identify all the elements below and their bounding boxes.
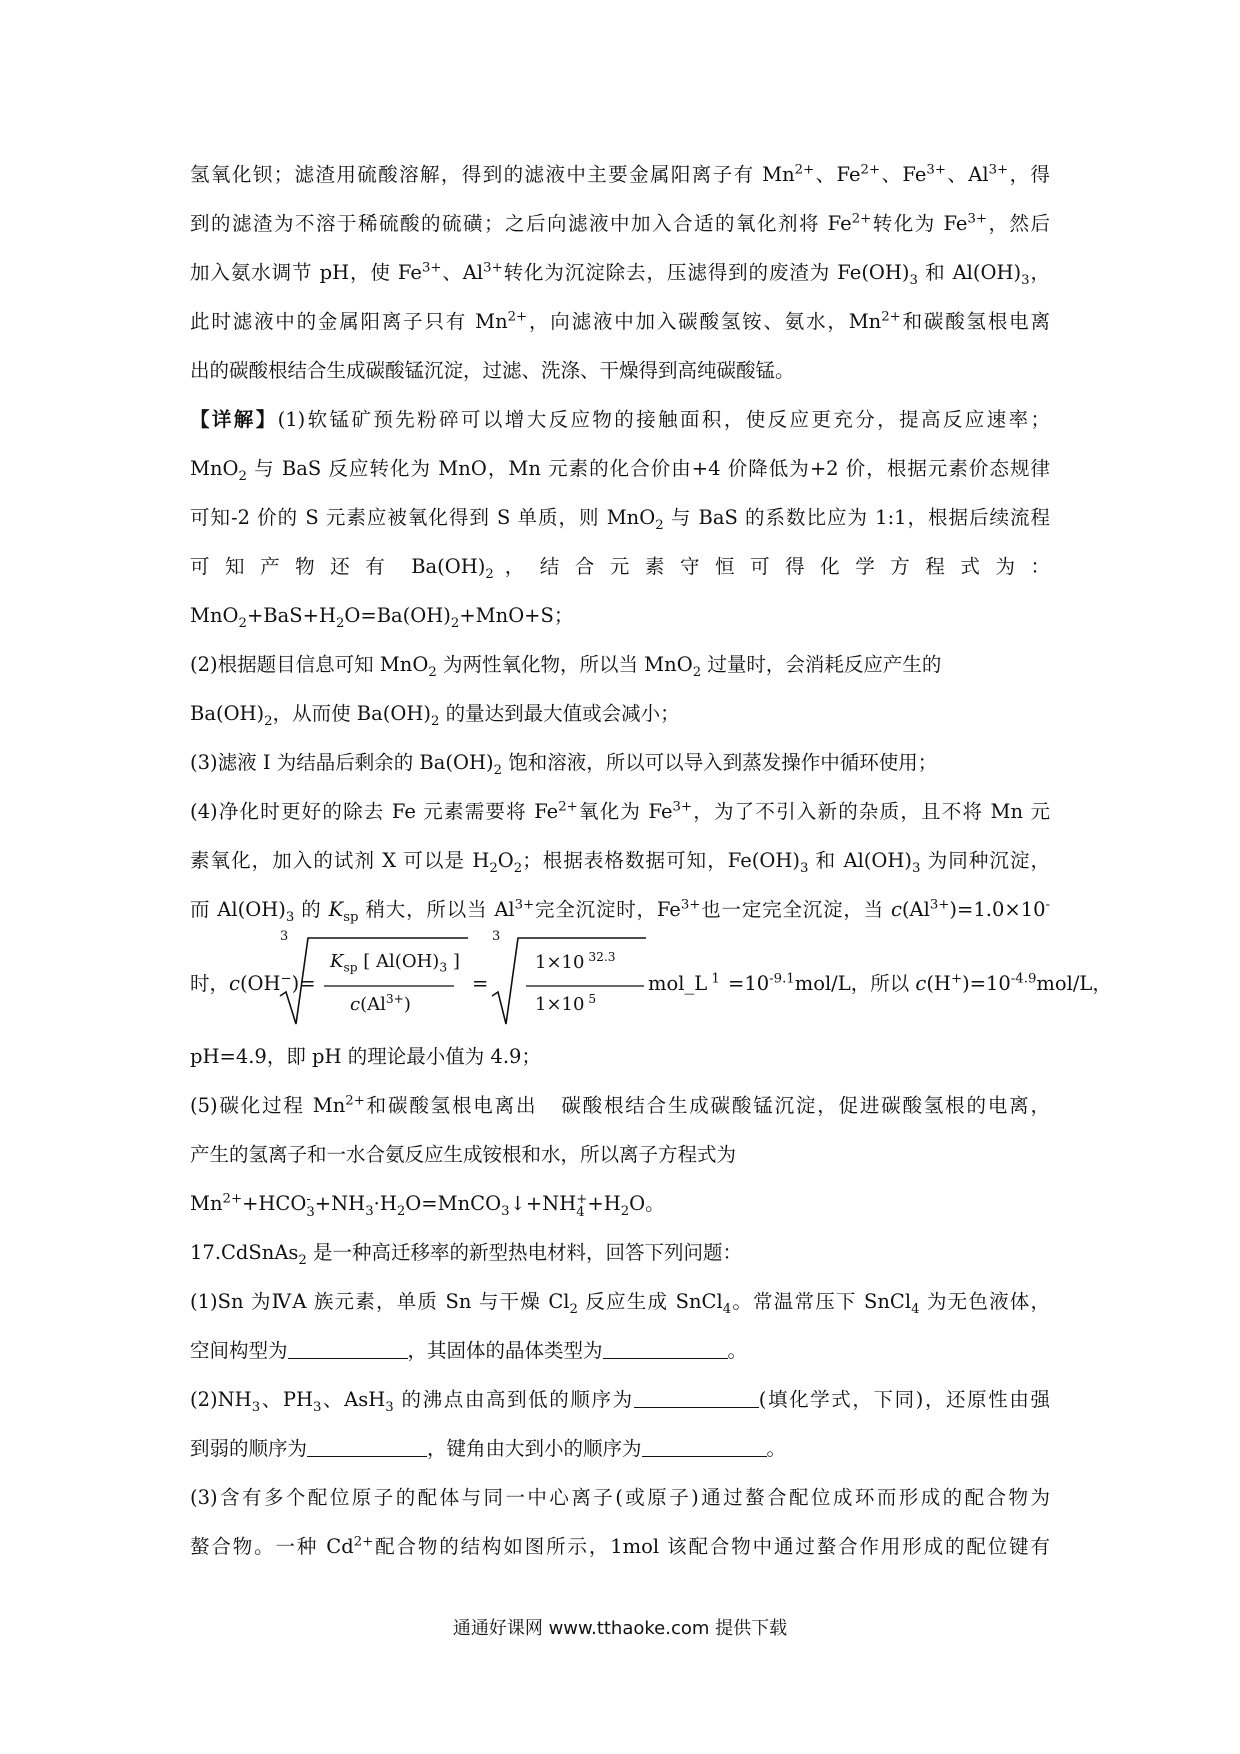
- text-line: 17.CdSnAs$_2$ 是一种高迁移率的新型热电材料，回答下列问题：: [190, 1241, 743, 1268]
- text-line: $Mn^{2+}+HCO$ - 3 $+NH_3\cdot H_2O=MnCO_3↓+NH$ + 4 $+H_2O$。: [190, 1191, 665, 1220]
- text-line: 到弱的顺序为 ，键角由大到小的顺序为 。: [190, 1424, 1050, 1473]
- fraction-denominator: 1×10 $^5$: [535, 992, 597, 1015]
- page-footer: 通通好课网 www.tthaoke.com 提供下载: [452, 1618, 788, 1639]
- text-line: 加入氨水调节 pH，使 $Fe^{3+}$、$Al^{3+}$转化为沉淀除去，压滤得到的废渣为 $Fe(OH)_3$ 和 $Al(OH)_3$，: [190, 260, 1050, 288]
- fraction-numerator: 1×10 $^{32.3}$: [535, 950, 616, 973]
- text-line: 氢氧化钡；滤渣用硫酸溶解，得到的滤液中主要金属阳离子有 $Mn^{2+}$、$Fe^{2+}$、$Fe^{3+}$、$Al^{3+}$，得: [190, 162, 1050, 186]
- text-line: 【详解】(1)软锰矿预先粉碎可以增大反应物的接触面积，使反应更充分，提高反应速率；: [190, 408, 1050, 431]
- paragraph-block-upper: [190, 150, 1050, 934]
- text-line: 可知-2 价的 S 元素应被氧化得到 S 单质，则 MnO$_2$ 与 BaS 的系数比应为 1:1，根据后续流程: [190, 506, 1050, 533]
- text-line: 空间构型为 ，其固体的晶体类型为 。: [190, 1326, 1050, 1375]
- root-index-1: 3: [280, 929, 289, 944]
- text-line: 到的滤渣为不溶于稀硫酸的硫磺；之后向滤液中加入合适的氧化剂将 $Fe^{2+}$转化为 $Fe^{3+}$，然后: [190, 211, 1050, 235]
- text-line: $MnO_2+BaS+H_2O=Ba(OH)_2+MnO+S$；: [190, 604, 574, 631]
- text-line: $(2)NH_3$、$PH_3$、AsH$_3$ 的沸点由高到低的顺序为 (填化学式，下同)，还原性由强: [190, 1375, 1050, 1424]
- root-index-2: 3: [492, 929, 501, 944]
- text-line: (1)Sn 为ⅣA 族元素，单质 Sn 与干燥 $Cl_2$ 反应生成 SnCl$_4$。常温常压下 SnCl$_4$ 为无色液体，: [190, 1290, 1050, 1317]
- text-line: (2)根据题目信息可知 MnO$_2$ 为两性氧化物，所以当 MnO$_2$ 过量时，会消耗反应产生的: [190, 653, 942, 680]
- text-line: (3)含有多个配位原子的配体与同一中心离子(或原子)通过螯合配位成环而形成的配合物为: [190, 1486, 1050, 1509]
- text-line: 可 知 产 物 还 有 $Ba(OH)_2$ ， 结 合 元 素 守 恒 可 得 化 学 方 程 式 为 ：: [190, 555, 1050, 582]
- formula-line: [190, 929, 1112, 1032]
- text-line: (4)净化时更好的除去 Fe 元素需要将 $Fe^{2+}$氧化为 $Fe^{3+}$，为了不引入新的杂质，且不将 Mn 元: [190, 799, 1050, 823]
- text-line: 素氧化，加入的试剂 X 可以是 $H_2O_2$；根据表格数据可知，$Fe(OH)_3$ 和 $Al(OH)_3$ 为同种沉淀，: [190, 849, 1050, 876]
- text-line: (3)滤液 I 为结晶后剩余的 $Ba(OH)_2$ 饱和溶液，所以可以导入到蒸发操作中循环使用；: [190, 751, 938, 778]
- document-body: [190, 150, 1112, 1571]
- paragraph-block-lower: [190, 1032, 1050, 1571]
- text-line: (5)碳化过程 $Mn^{2+}$和碳酸氢根电离出 碳酸根结合生成碳酸锰沉淀，促进碳酸氢根的电离，: [190, 1093, 1050, 1117]
- text-line: 出的碳酸根结合生成碳酸锰沉淀，过滤、洗涤、干燥得到高纯碳酸锰。: [190, 359, 795, 382]
- formula-equals: =: [472, 972, 489, 995]
- text-line: 此时滤液中的金属阳离子只有 $Mn^{2+}$，向滤液中加入碳酸氢铵、氨水，$Mn^{2+}$和碳酸氢根电离: [190, 309, 1050, 333]
- formula-suffix: $=10^{-9.1}mol/L$，所以 $c(H^+)=10^{-4.9}mol/L$，: [728, 971, 1112, 995]
- text-line: pH=4.9，即 pH 的理论最小值为 4.9；: [190, 1045, 541, 1068]
- text-line: 而 $Al(OH)_3$ 的 $K_{sp}$ 稍大，所以当 $Al^{3+}$完全沉淀时，$Fe^{3+}$也一定完全沉淀，当 $c(Al^{3+})=1.0\times 10^-$: [190, 897, 1050, 925]
- text-line: MnO$_2$ 与 BaS 反应转化为 MnO，Mn 元素的化合价由+4 价降低为+2 价，根据元素价态规律: [190, 457, 1050, 484]
- ksp-denominator: $c(Al^{3+})$: [350, 992, 411, 1015]
- text-line: $Ba(OH)_2$，从而使 $Ba(OH)_2$ 的量达到最大值或会减小；: [190, 702, 680, 729]
- formula-unit: mol_L $^1$: [648, 971, 720, 995]
- ksp-numerator: $K_{sp}$ [ $Al(OH)_3$ ]: [330, 951, 460, 975]
- text-line: 螯合物。一种 $Cd^{2+}$配合物的结构如图所示，1mol 该配合物中通过螯合作用形成的配位键有: [190, 1534, 1050, 1558]
- formula-prefix: 时，c(OH−)=: [190, 971, 316, 995]
- text-line: 产生的氢离子和一水合氨反应生成铵根和水，所以离子方程式为: [190, 1143, 737, 1166]
